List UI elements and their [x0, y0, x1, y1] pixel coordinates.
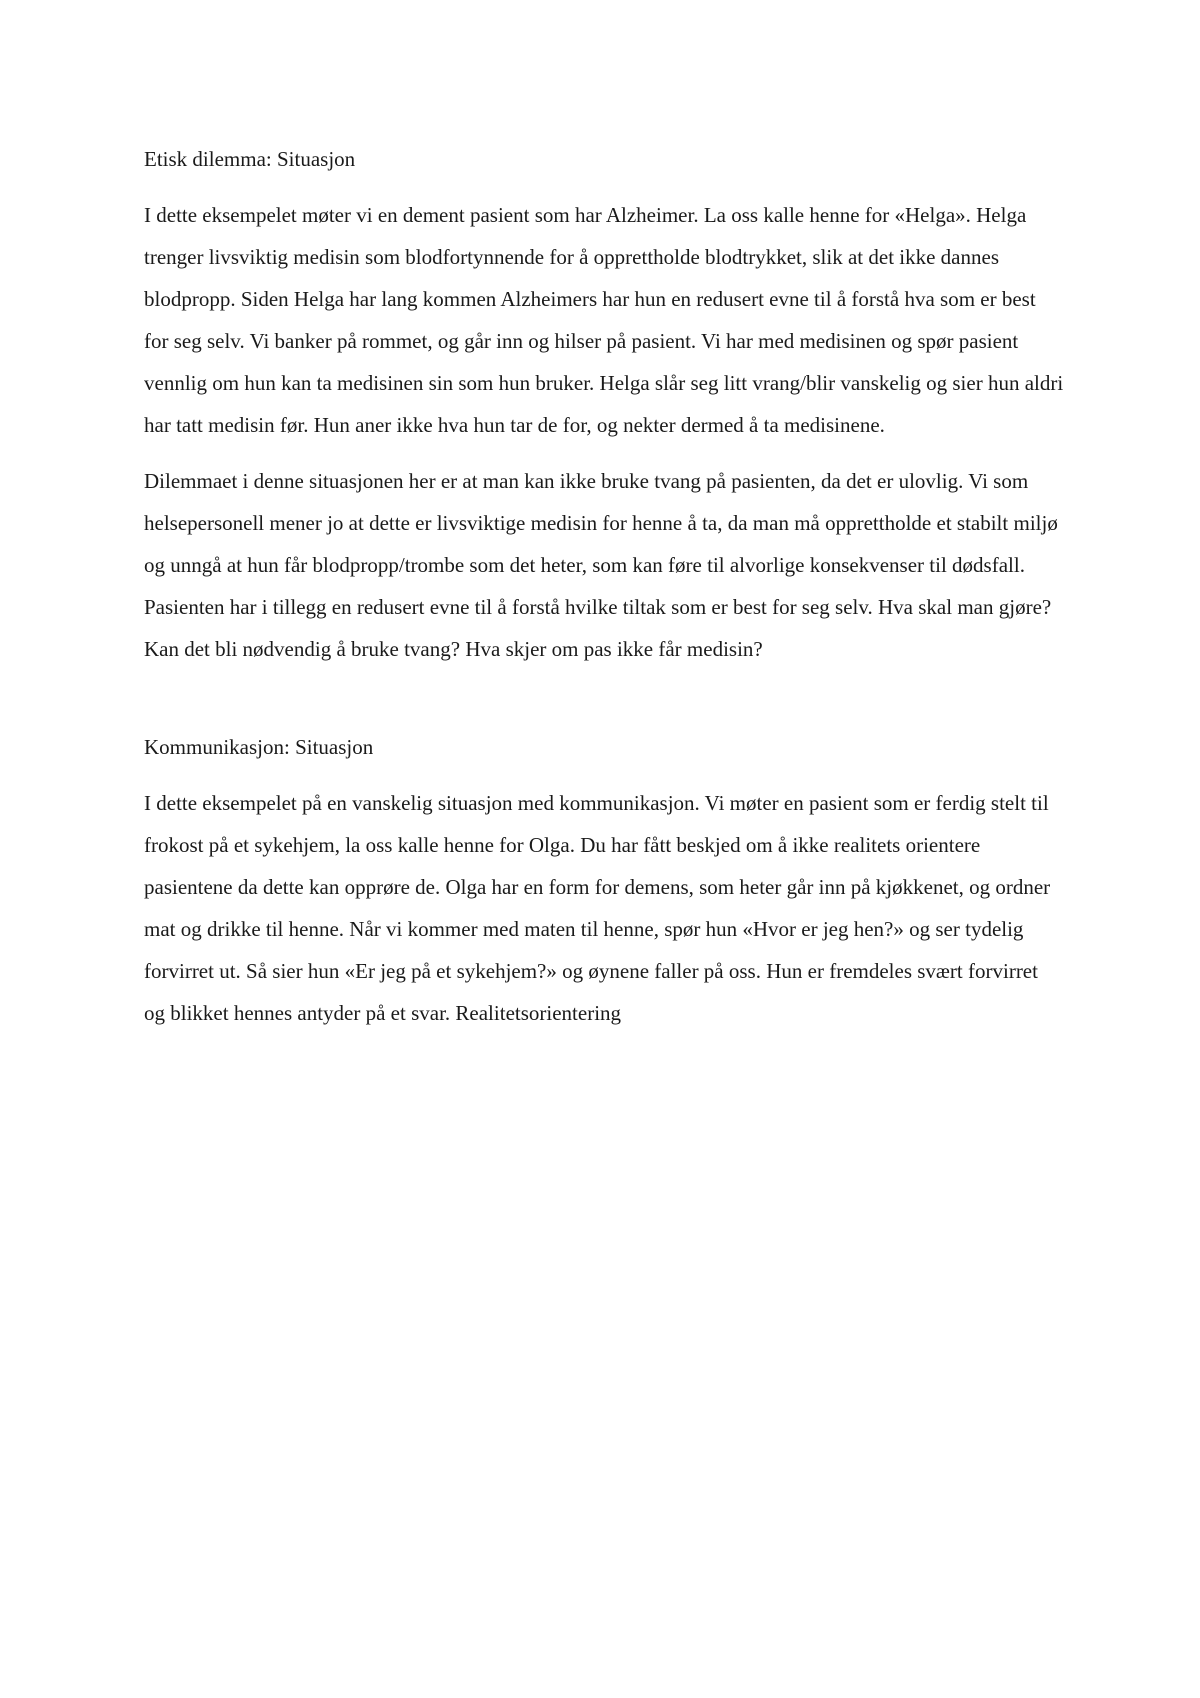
- section-heading: Kommunikasjon: Situasjon: [144, 735, 374, 759]
- section-spacer: [144, 684, 1064, 726]
- document-body: [144, 138, 1064, 1048]
- paragraph: I dette eksempelet møter vi en dement pasient som har Alzheimer. La oss kalle henne for «Helga». Helga trenger livsviktig medisin som blodfortynnende for å opprettholde blodtrykket, slik at det ikke dannes blodpropp. Siden Helga har lang kommen Alzheimers har hun en redusert evne til å forstå hva som er best for seg selv. Vi banker på rommet, og går inn og hilser på pasient. Vi har med medisinen og spør pasient vennlig om hun kan ta medisinen sin som hun bruker. Helga slår seg litt vrang/blir vanskelig og sier hun aldri har tatt medisin før. Hun aner ikke hva hun tar de for, og nekter dermed å ta medisinene.: [144, 203, 1064, 437]
- section-ethical-dilemma: [144, 138, 1064, 670]
- section-communication: [144, 726, 1064, 1034]
- paragraph: I dette eksempelet på en vanskelig situasjon med kommunikasjon. Vi møter en pasient som er ferdig stelt til frokost på et sykehjem, la oss kalle henne for Olga. Du har fått beskjed om å ikke realitets orientere pasientene da dette kan opprøre de. Olga har en form for demens, som heter går inn på kjøkkenet, og ordner mat og drikke til henne. Når vi kommer med maten til henne, spør hun «Hvor er jeg hen?» og ser tydelig forvirret ut. Så sier hun «Er jeg på et sykehjem?» og øynene faller på oss. Hun er fremdeles svært forvirret og blikket hennes antyder på et svar. Realitetsorientering: [144, 791, 1051, 1025]
- section-heading: Etisk dilemma: Situasjon: [144, 147, 356, 171]
- paragraph: Dilemmaet i denne situasjonen her er at man kan ikke bruke tvang på pasienten, da det er ulovlig. Vi som helsepersonell mener jo at dette er livsviktige medisin for henne å ta, da man må opprettholde et stabilt miljø og unngå at hun får blodpropp/trombe som det heter, som kan føre til alvorlige konsekvenser til dødsfall. Pasienten har i tillegg en redusert evne til å forstå hvilke tiltak som er best for seg selv. Hva skal man gjøre? Kan det bli nødvendig å bruke tvang? Hva skjer om pas ikke får medisin?: [144, 469, 1058, 661]
